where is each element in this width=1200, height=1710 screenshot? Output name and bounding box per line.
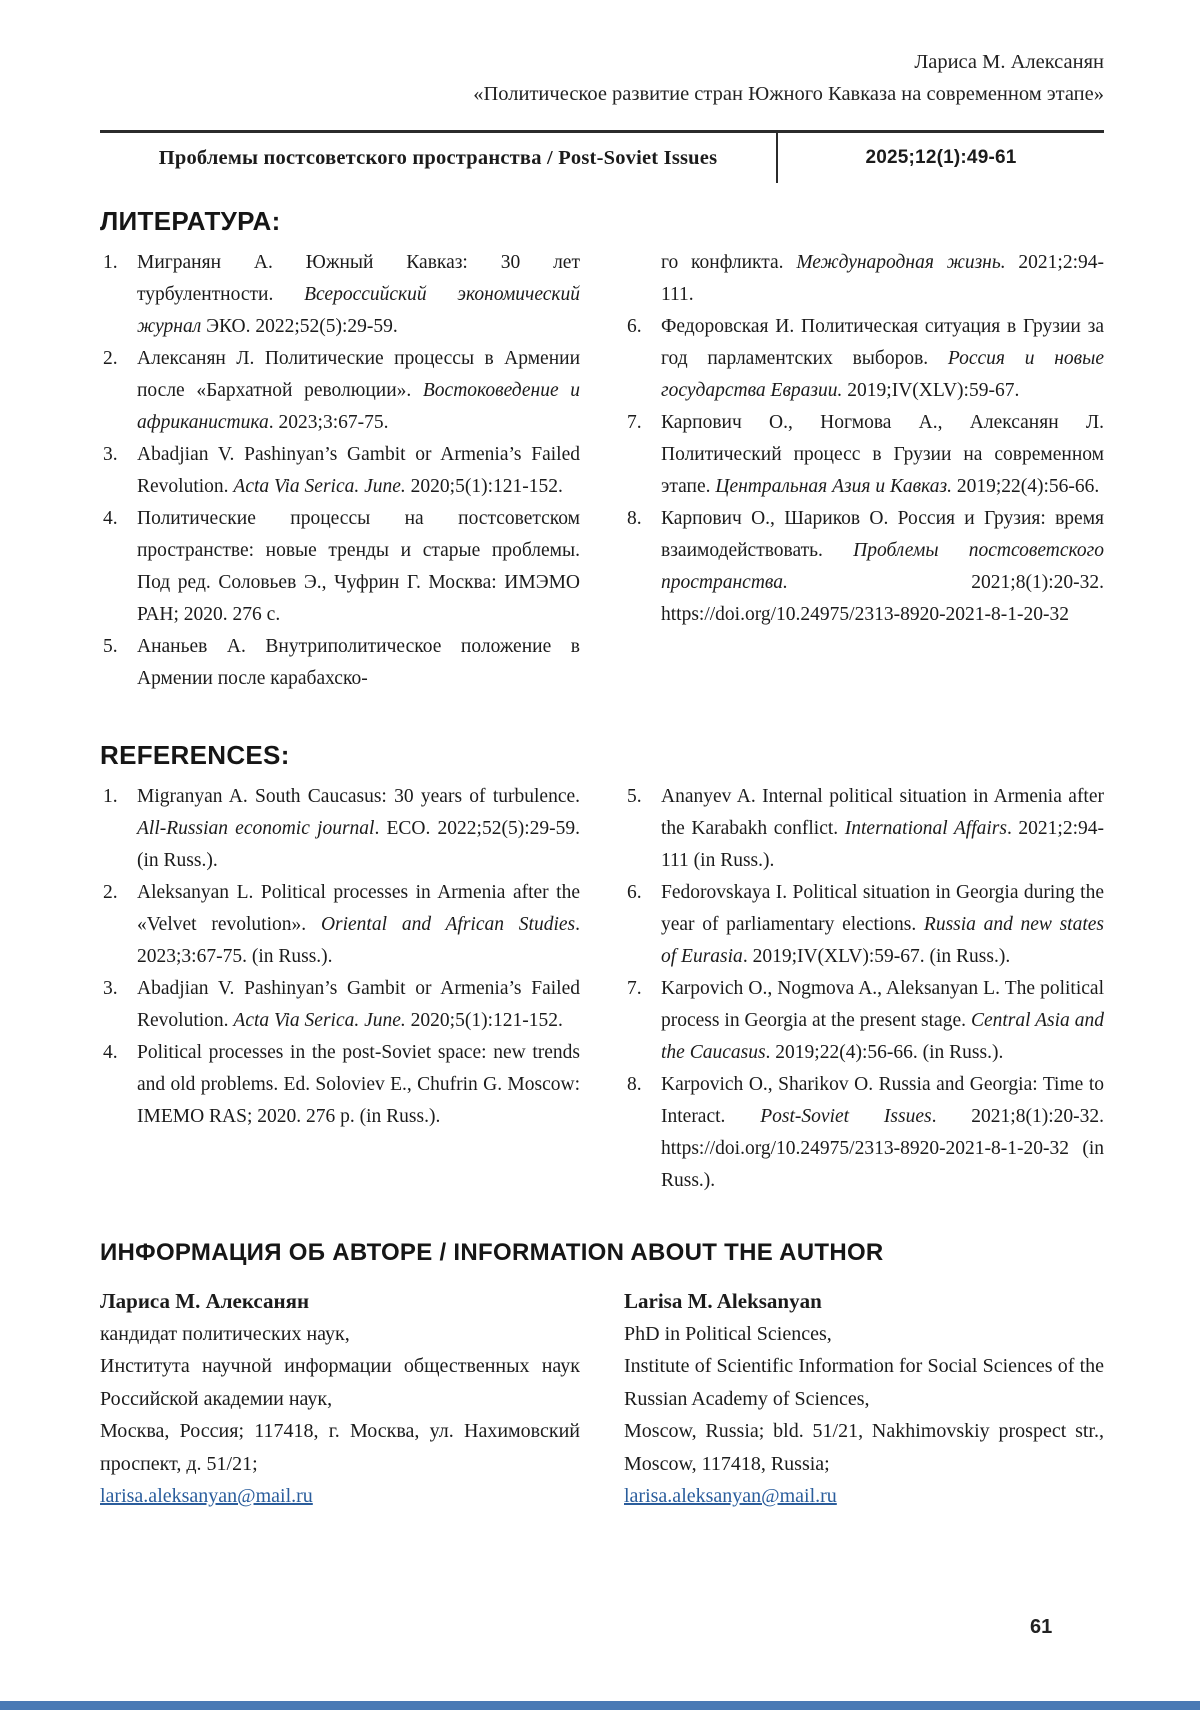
- author-email-link[interactable]: larisa.aleksanyan@mail.ru: [100, 1485, 313, 1507]
- literature-column-left: [100, 247, 580, 695]
- reference-item: [100, 343, 580, 439]
- literature-list: [100, 247, 1104, 695]
- reference-text: Aleksanyan L. Political processes in Armenia after the «Velvet revolution». Oriental and African Studies. 2023;3:67-75. (in Russ.).: [137, 882, 580, 967]
- reference-item: [100, 439, 580, 503]
- reference-item: [100, 877, 580, 973]
- reference-text: Abadjian V. Pashinyan’s Gambit or Armenia’s Failed Revolution. Acta Via Serica. June. 2020;5(1):121-152.: [137, 978, 580, 1031]
- author-detail-line: Moscow, Russia; bld. 51/21, Nakhimovskiy prospect str., Moscow, 117418, Russia;: [624, 1420, 1104, 1475]
- reference-item: [624, 407, 1104, 503]
- reference-text: Karpovich O., Sharikov O. Russia and Georgia: Time to Interact. Post-Soviet Issues. 2021;8(1):20-32. https://doi.org/10.24975/2313-8920-2021-8-1-20-32 (in Russ.).: [661, 1074, 1104, 1191]
- reference-text: Ananyev A. Internal political situation in Armenia after the Karabakh conflict. International Affairs. 2021;2:94-111 (in Russ.).: [661, 786, 1104, 871]
- reference-text: Карпович О., Шариков О. Россия и Грузия: время взаимодействовать. Проблемы постсоветского пространства. 2021;8(1):20-32. https://doi.org/10.24975/2313-8920-2021-8-1-20-32: [661, 508, 1105, 625]
- journal-header-bar: [100, 130, 1104, 183]
- reference-item: [624, 877, 1104, 973]
- running-header: [100, 46, 1104, 110]
- reference-number: 4.: [103, 508, 118, 529]
- reference-number: 7.: [627, 978, 642, 999]
- reference-text: Федоровская И. Политическая ситуация в Грузии за год парламентских выборов. Россия и новые государства Евразии. 2019;IV(XLV):59-67.: [661, 316, 1104, 401]
- reference-item: [624, 311, 1104, 407]
- reference-number: 2.: [103, 882, 118, 903]
- issue-info-cell: [778, 133, 1104, 183]
- footer-accent-bar: [0, 1701, 1200, 1710]
- reference-item: [100, 781, 580, 877]
- reference-item: [624, 503, 1104, 631]
- literature-column-right: [624, 247, 1104, 695]
- running-author: Лариса М. Алексанян: [914, 51, 1104, 73]
- reference-number: 3.: [103, 978, 118, 999]
- running-title: «Политическое развитие стран Южного Кавказа на современном этапе»: [473, 83, 1104, 105]
- references-heading: REFERENCES:: [100, 740, 290, 770]
- reference-text: Karpovich O., Nogmova A., Aleksanyan L. The political process in Georgia at the present stage. Central Asia and the Caucasus. 2019;22(4):56-66. (in Russ.).: [661, 978, 1104, 1063]
- references-list: [100, 781, 1104, 1197]
- reference-item: [624, 1069, 1104, 1197]
- reference-item: [100, 503, 580, 631]
- reference-item: [100, 631, 580, 695]
- reference-number: 1.: [103, 786, 118, 807]
- author-block-english: [624, 1285, 1104, 1513]
- author-info-blocks: [100, 1285, 1104, 1513]
- author-detail-line: кандидат политических наук,: [100, 1322, 350, 1345]
- reference-item: [100, 1037, 580, 1133]
- author-block-russian: [100, 1285, 580, 1513]
- reference-item-continuation: [624, 247, 1104, 311]
- reference-number: 8.: [627, 508, 642, 529]
- reference-text: го конфликта. Международная жизнь. 2021;2:94-111.: [661, 252, 1104, 305]
- references-column-right: [624, 781, 1104, 1197]
- author-name: Larisa M. Aleksanyan: [624, 1289, 822, 1313]
- reference-text: Алексанян Л. Политические процессы в Армении после «Бархатной революции». Востоковедение и африканистика. 2023;3:67-75.: [137, 348, 580, 433]
- author-detail-line: PhD in Political Sciences,: [624, 1322, 832, 1345]
- reference-number: 1.: [103, 252, 118, 273]
- author-detail-line: Москва, Россия; 117418, г. Москва, ул. Нахимовский проспект, д. 51/21;: [100, 1420, 580, 1475]
- reference-number: 3.: [103, 444, 118, 465]
- literature-heading: ЛИТЕРАТУРА:: [100, 206, 281, 236]
- reference-text: Политические процессы на постсоветском пространстве: новые тренды и старые проблемы. Под ред. Соловьев Э., Чуфрин Г. Москва: ИМЭМО РАН; 2020. 276 с.: [137, 508, 580, 625]
- references-column-left: [100, 781, 580, 1197]
- reference-number: 6.: [627, 882, 642, 903]
- reference-text: Fedorovskaya I. Political situation in Georgia during the year of parliamentary elections. Russia and new states of Eurasia. 2019;IV(XLV):59-67. (in Russ.).: [661, 882, 1104, 967]
- author-detail-line: Institute of Scientific Information for Social Sciences of the Russian Academy of Sciences,: [624, 1355, 1104, 1410]
- reference-text: Мигранян А. Южный Кавказ: 30 лет турбулентности. Всероссийский экономический журнал ЭКО. 2022;52(5):29-59.: [137, 252, 580, 337]
- reference-text: Abadjian V. Pashinyan’s Gambit or Armenia’s Failed Revolution. Acta Via Serica. June. 2020;5(1):121-152.: [137, 444, 580, 497]
- reference-item: [100, 247, 580, 343]
- author-name: Лариса М. Алексанян: [100, 1289, 310, 1313]
- reference-number: 5.: [103, 636, 118, 657]
- reference-item: [100, 973, 580, 1037]
- reference-number: 6.: [627, 316, 642, 337]
- reference-number: 8.: [627, 1074, 642, 1095]
- reference-text: Migranyan A. South Caucasus: 30 years of turbulence. All-Russian economic journal. ECO. 2022;52(5):29-59. (in Russ.).: [137, 786, 580, 871]
- issue-info: 2025;12(1):49-61: [865, 147, 1017, 168]
- reference-item: [624, 973, 1104, 1069]
- author-email: [100, 1480, 580, 1513]
- reference-number: 4.: [103, 1042, 118, 1063]
- author-email-link[interactable]: larisa.aleksanyan@mail.ru: [624, 1485, 837, 1507]
- reference-text: Political processes in the post-Soviet space: new trends and old problems. Ed. Soloviev E., Chufrin G. Moscow: IMEMO RAS; 2020. 276 p. (in Russ.).: [137, 1042, 580, 1127]
- reference-text: Карпович О., Ногмова А., Алексанян Л. Политический процесс в Грузии на современном этапе. Центральная Азия и Кавказ. 2019;22(4):56-66.: [661, 412, 1104, 497]
- author-detail-line: Института научной информации общественных наук Российской академии наук,: [100, 1355, 580, 1410]
- reference-number: 7.: [627, 412, 642, 433]
- page-number: 61: [1030, 1616, 1053, 1638]
- reference-item: [624, 781, 1104, 877]
- reference-number: 5.: [627, 786, 642, 807]
- reference-text: Ананьев А. Внутриполитическое положение в Армении после карабахско-: [137, 636, 580, 689]
- author-email: [624, 1480, 1104, 1513]
- journal-name-cell: [100, 133, 776, 183]
- author-info-heading: ИНФОРМАЦИЯ ОБ АВТОРЕ / INFORMATION ABOUT THE AUTHOR: [100, 1239, 884, 1266]
- reference-number: 2.: [103, 348, 118, 369]
- journal-name: Проблемы постсоветского пространства / Post-Soviet Issues: [158, 146, 718, 169]
